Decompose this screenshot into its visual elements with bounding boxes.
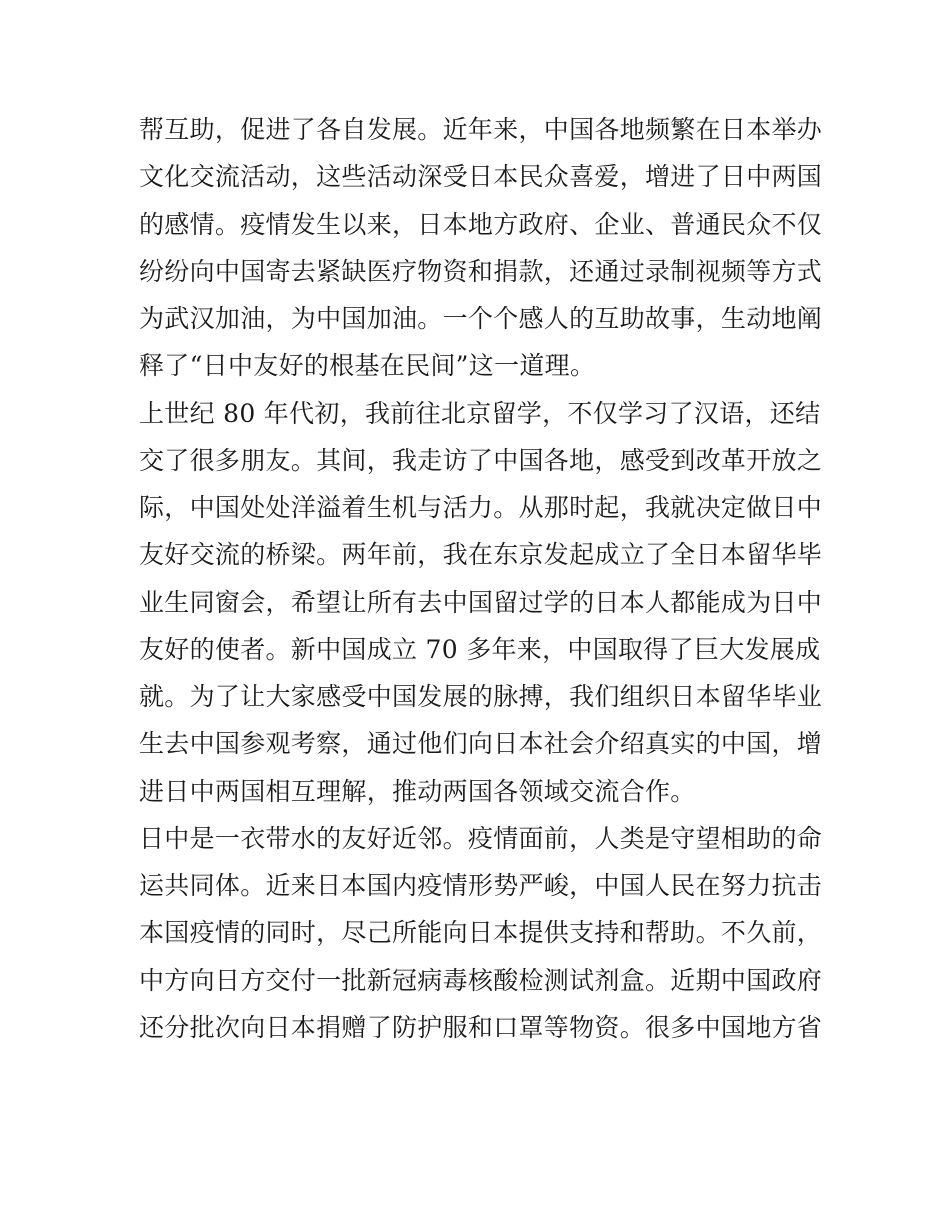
- text-line: 业生同窗会，希望让所有去中国留过学的日本人都能成为日中: [139, 587, 823, 617]
- text-line: 就。为了让大家感受中国发展的脉搏，我们组织日本留华毕业: [139, 682, 823, 711]
- text-line: 本国疫情的同时，尽己所能向日本提供支持和帮助。不久前，: [139, 918, 823, 948]
- text-line: 为武汉加油，为中国加油。一个个感人的互助故事，生动地阐: [139, 304, 823, 333]
- text-line: 纷纷向中国寄去紧缺医疗物资和捐款，还通过录制视频等方式: [139, 256, 823, 286]
- text-line: 际，中国处处洋溢着生机与活力。从那时起，我就决定做日中: [139, 493, 823, 522]
- text-line: 运共同体。近来日本国内疫情形势严峻，中国人民在努力抗击: [139, 871, 823, 900]
- text-line: 日中是一衣带水的友好近邻。疫情面前，人类是守望相助的命: [139, 823, 823, 853]
- text-line: 友好的使者。新中国成立 70 多年来，中国取得了巨大发展成: [139, 634, 821, 664]
- text-line: 进日中两国相互理解，推动两国各领域交流合作。: [139, 776, 696, 806]
- text-line: 文化交流活动，这些活动深受日本民众喜爱，增进了日中两国: [139, 162, 823, 192]
- text-line: 的感情。疫情发生以来，日本地方政府、企业、普通民众不仅: [139, 209, 823, 239]
- text-line: 生去中国参观考察，通过他们向日本社会介绍真实的中国，增: [139, 729, 823, 759]
- text-line: 释了“日中友好的根基在民间”这一道理。: [139, 351, 596, 381]
- text-line: 中方向日方交付一批新冠病毒核酸检测试剂盒。近期中国政府: [139, 965, 823, 995]
- body-text: [139, 106, 823, 1051]
- text-line: 交了很多朋友。其间，我走访了中国各地，感受到改革开放之: [139, 445, 823, 475]
- text-line: 上世纪 80 年代初，我前往北京留学，不仅学习了汉语，还结: [139, 398, 821, 428]
- text-line: 还分批次向日本捐赠了防护服和口罩等物资。很多中国地方省: [139, 1012, 823, 1042]
- text-line: 帮互助，促进了各自发展。近年来，中国各地频繁在日本举办: [139, 115, 823, 144]
- text-line: 友好交流的桥梁。两年前，我在东京发起成立了全日本留华毕: [139, 540, 823, 570]
